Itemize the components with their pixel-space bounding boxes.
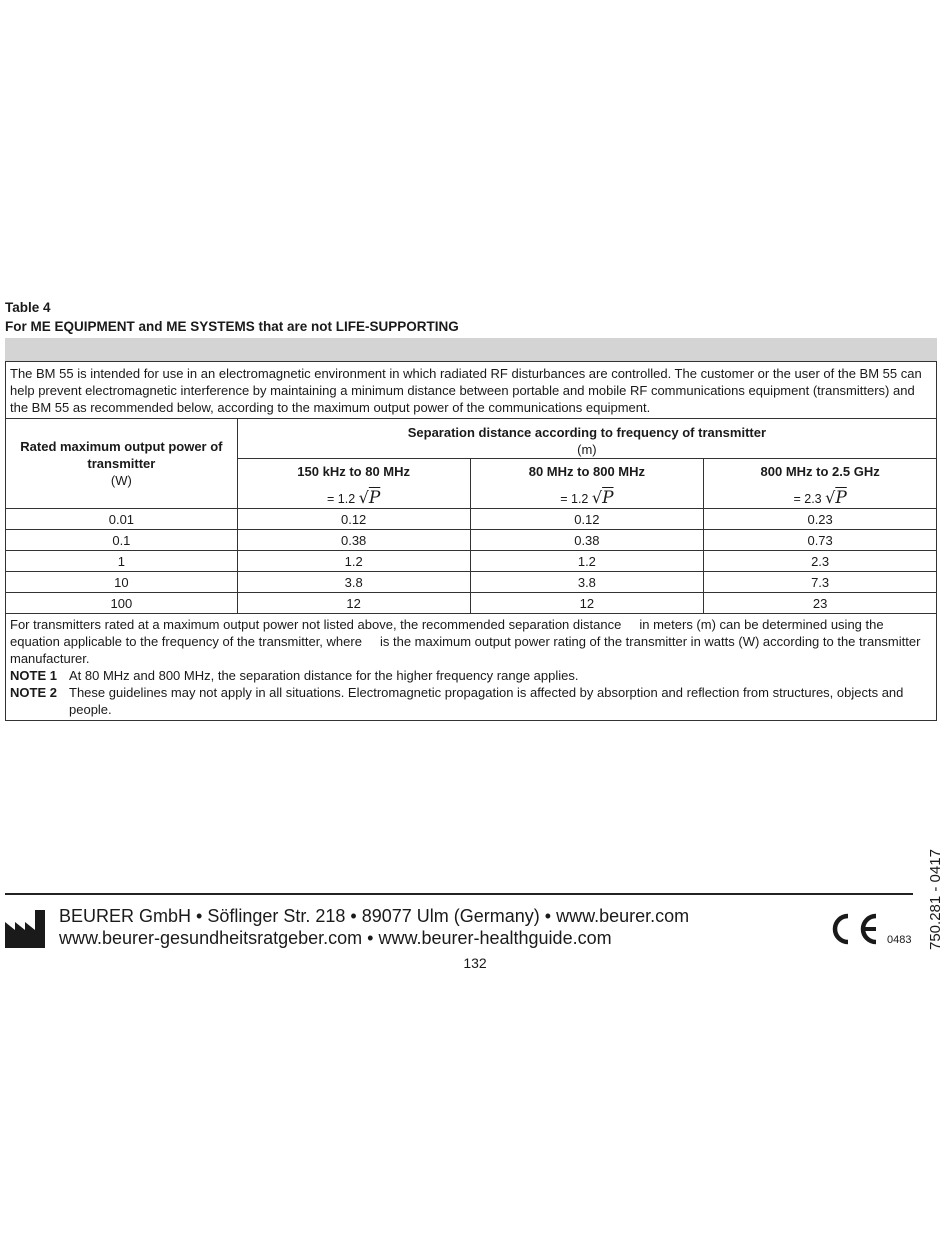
freq-column-label: 150 kHz to 80 MHz xyxy=(297,464,410,479)
formula-factor: = 2.3 xyxy=(793,492,822,506)
freq-column-header xyxy=(237,459,470,509)
footer-address xyxy=(59,905,689,949)
table-title: For ME EQUIPMENT and ME SYSTEMS that are not LIFE-SUPPORTING xyxy=(5,319,459,334)
formula-variable: P xyxy=(835,488,847,508)
separation-header xyxy=(237,419,936,459)
table-cell: 1 xyxy=(6,551,238,572)
table-cell: 0.12 xyxy=(237,509,470,530)
square-root-icon: √ xyxy=(825,488,836,507)
formula xyxy=(242,489,466,508)
ce-mark-icon xyxy=(832,912,884,946)
table-cell: 0.12 xyxy=(470,509,704,530)
note-2 xyxy=(10,684,932,718)
formula-factor: = 1.2 xyxy=(327,492,356,506)
table-label: Table 4 xyxy=(5,300,51,315)
table-cell: 0.23 xyxy=(704,509,937,530)
table-cell: 2.3 xyxy=(704,551,937,572)
rated-power-label: Rated maximum output power of transmitter xyxy=(20,439,223,471)
table-caption xyxy=(5,298,459,336)
note-text: These guidelines may not apply in all situations. Electromagnetic propagation is affected by absorption and reflection from structures, objects and people. xyxy=(69,685,904,717)
table-cell: 0.1 xyxy=(6,530,238,551)
formula-variable: P xyxy=(602,488,614,508)
freq-column-label: 80 MHz to 800 MHz xyxy=(528,464,646,479)
page-number: 132 xyxy=(463,955,487,971)
freq-column-header xyxy=(704,459,937,509)
formula xyxy=(708,489,932,508)
table-cell: 23 xyxy=(704,593,937,614)
table-cell: 12 xyxy=(237,593,470,614)
separation-distance-table xyxy=(5,361,937,721)
rated-power-header xyxy=(6,419,238,509)
note-1 xyxy=(10,667,932,684)
note-label: NOTE 1 xyxy=(10,668,57,683)
table-cell: 0.38 xyxy=(470,530,704,551)
table-cell: 3.8 xyxy=(237,572,470,593)
table-row xyxy=(6,572,937,593)
table-row xyxy=(6,509,937,530)
note-label: NOTE 2 xyxy=(10,685,57,700)
table-row xyxy=(6,551,937,572)
freq-column-header xyxy=(470,459,704,509)
note-text: At 80 MHz and 800 MHz, the separation distance for the higher frequency range applies. xyxy=(69,668,579,683)
table-cell: 1.2 xyxy=(470,551,704,572)
table-cell: 100 xyxy=(6,593,238,614)
table-cell: 3.8 xyxy=(470,572,704,593)
formula-variable: P xyxy=(368,488,381,508)
address-line-2: www.beurer-gesundheitsratgeber.com • www.beurer-healthguide.com xyxy=(59,928,612,948)
table-cell: 12 xyxy=(470,593,704,614)
table-cell: 10 xyxy=(6,572,238,593)
table-cell: 0.38 xyxy=(237,530,470,551)
document-number: 750.281 - 0417 xyxy=(927,849,944,950)
manufacturer-icon xyxy=(5,908,45,948)
table-cell: 0.73 xyxy=(704,530,937,551)
address-line-1: BEURER GmbH • Söflinger Str. 218 • 89077 Ulm (Germany) • www.beurer.com xyxy=(59,906,690,926)
table-cell: 0.01 xyxy=(6,509,238,530)
table-footnote: For transmitters rated at a maximum output power not listed above, the recommended separation distance in meters (m) can be determined using the equation applicable to the frequency of the transmitter, where is the maximum output power rating of the transmitter in watts (W) according to the transmitter manufacturer. xyxy=(10,617,925,666)
table-cell: 7.3 xyxy=(704,572,937,593)
formula xyxy=(475,489,700,508)
square-root-icon: √ xyxy=(358,488,369,507)
formula-factor: = 1.2 xyxy=(560,492,589,506)
table-footnote-cell xyxy=(6,614,937,721)
ce-notified-body-number: 0483 xyxy=(887,934,912,946)
square-root-icon: √ xyxy=(591,488,603,507)
separation-label: Separation distance according to frequency of transmitter xyxy=(407,425,767,440)
table-row xyxy=(6,530,937,551)
footer-divider xyxy=(5,893,913,895)
table-cell: 1.2 xyxy=(237,551,470,572)
separation-unit: (m) xyxy=(577,442,597,457)
table-row xyxy=(6,593,937,614)
freq-column-label: 800 MHz to 2.5 GHz xyxy=(760,464,880,479)
table-intro: The BM 55 is intended for use in an electromagnetic environment in which radiated RF disturbances are controlled. The customer or the user of the BM 55 can help prevent electromagnetic interference by maintaining a minimum distance between portable and mobile RF communications equipment (transmitters) and the BM 55 as recommended below, according to the maximum output power of the communications equipment. xyxy=(6,362,937,419)
rated-power-unit: (W) xyxy=(110,473,132,488)
table-header-bar xyxy=(5,338,937,361)
